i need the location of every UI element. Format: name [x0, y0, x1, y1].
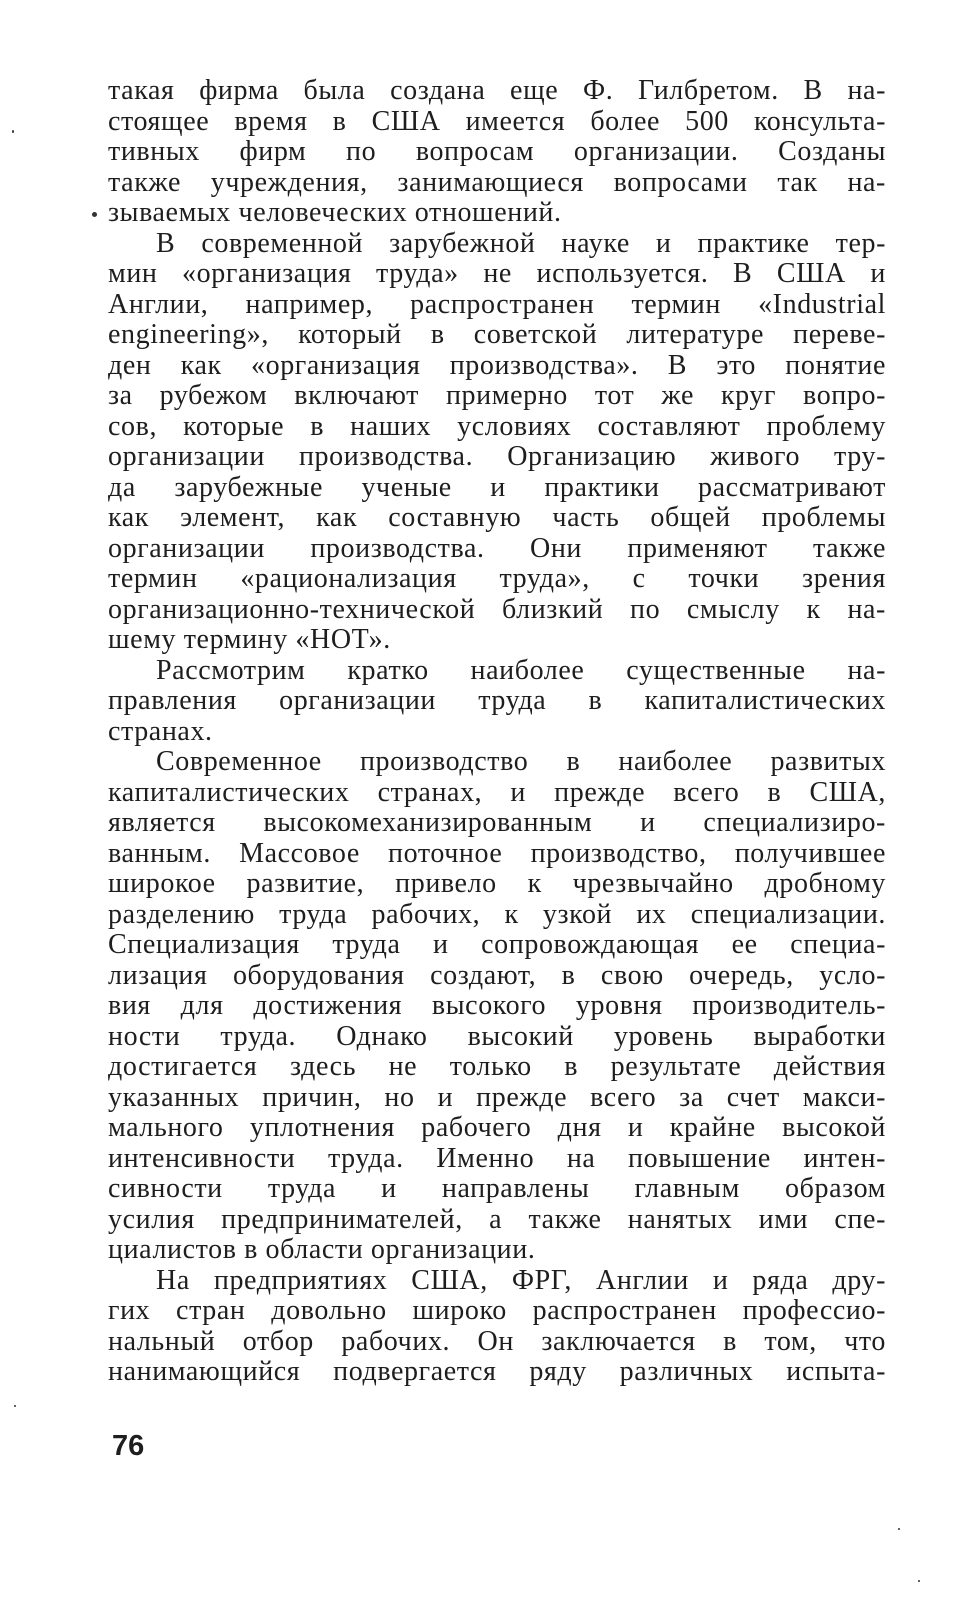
text-line: Англии, например, распространен термин «Industrial [108, 288, 886, 320]
text-line: мин «организация труда» не используется. В США и [108, 258, 886, 289]
text-line: В современной зарубежной науке и практике тер- [156, 227, 886, 259]
text-line: правления организации труда в капиталистических [108, 685, 886, 716]
text-line: организационно-технической близкий по смыслу к на- [108, 593, 886, 625]
text-line: лизация оборудования создают, в свою очередь, усло- [108, 959, 886, 991]
scan-speck [918, 1580, 920, 1582]
text-line: усилия предпринимателей, а также нанятых ими спе- [108, 1203, 886, 1235]
text-line: организации производства. Они применяют также [108, 532, 886, 564]
text-line: нанимающийся подвергается ряду различных испыта- [108, 1356, 886, 1387]
text-line: Рассмотрим кратко наиболее существенные на- [156, 654, 886, 686]
paragraph [108, 656, 886, 748]
text-line: сов, которые в наших условиях составляют проблему [108, 410, 886, 442]
text-line: капиталистических странах, и прежде всего в США, [108, 776, 886, 808]
text-line: стоящее время в США имеется более 500 консульта- [108, 105, 886, 137]
text-line: такая фирма была создана еще Ф. Гилбретом. В на- [108, 75, 886, 106]
text-line: ности труда. Однако высокий уровень выработки [108, 1020, 886, 1052]
text-line: мального уплотнения рабочего дня и крайне высокой [108, 1112, 886, 1143]
text-line: нальный отбор рабочих. Он заключается в том, что [108, 1325, 886, 1357]
text-line: шему термину «НОТ». [108, 624, 391, 655]
scan-speck [898, 1528, 900, 1530]
page-text [108, 76, 886, 1388]
text-line: На предприятиях США, ФРГ, Англии и ряда дру- [156, 1264, 886, 1296]
text-line: да зарубежные ученые и практики рассматривают [108, 471, 886, 503]
text-line: Современное производство в наиболее развитых [156, 746, 886, 777]
text-line: также учреждения, занимающиеся вопросами так на- [108, 166, 886, 198]
text-line: является высокомеханизированным и специализиро- [108, 807, 886, 838]
text-line: Специализация труда и сопровождающая ее специа- [108, 929, 886, 960]
text-line: циалистов в области организации. [108, 1234, 536, 1265]
text-line: ден как «организация производства». В это понятие [108, 349, 886, 381]
text-line: тивных фирм по вопросам организации. Созданы [108, 136, 886, 167]
page-number: 76 [112, 1430, 145, 1462]
text-line: указанных причин, но и прежде всего за счет макси- [108, 1081, 886, 1113]
text-line: интенсивности труда. Именно на повышение интен- [108, 1142, 886, 1174]
text-line: за рубежом включают примерно тот же круг вопро- [108, 380, 886, 411]
paragraph [108, 1266, 886, 1388]
scan-speck [12, 130, 14, 133]
paragraph [108, 747, 886, 1266]
paragraph [108, 229, 886, 656]
text-line: сивности труда и направлены главным образом [108, 1173, 886, 1204]
text-line: широкое развитие, привело к чрезвычайно дробному [108, 868, 886, 899]
text-line: engineering», который в советской литературе переве- [108, 319, 886, 350]
paragraph [108, 76, 886, 229]
scan-speck [14, 1405, 16, 1407]
text-line: гих стран довольно широко распространен профессио- [108, 1295, 886, 1326]
text-line: странах. [108, 715, 213, 747]
text-line: организации производства. Организацию живого тру- [108, 441, 886, 472]
scan-speck [92, 212, 97, 217]
text-line: как элемент, как составную часть общей проблемы [108, 502, 886, 533]
text-line: ванным. Массовое поточное производство, получившее [108, 837, 886, 869]
text-line: зываемых человеческих отношений. [108, 197, 562, 228]
text-line: вия для достижения высокого уровня производитель- [108, 990, 886, 1021]
text-line: достигается здесь не только в результате действия [108, 1051, 886, 1082]
text-line: разделению труда рабочих, к узкой их специализации. [108, 898, 886, 930]
text-line: термин «рационализация труда», с точки зрения [108, 563, 886, 594]
